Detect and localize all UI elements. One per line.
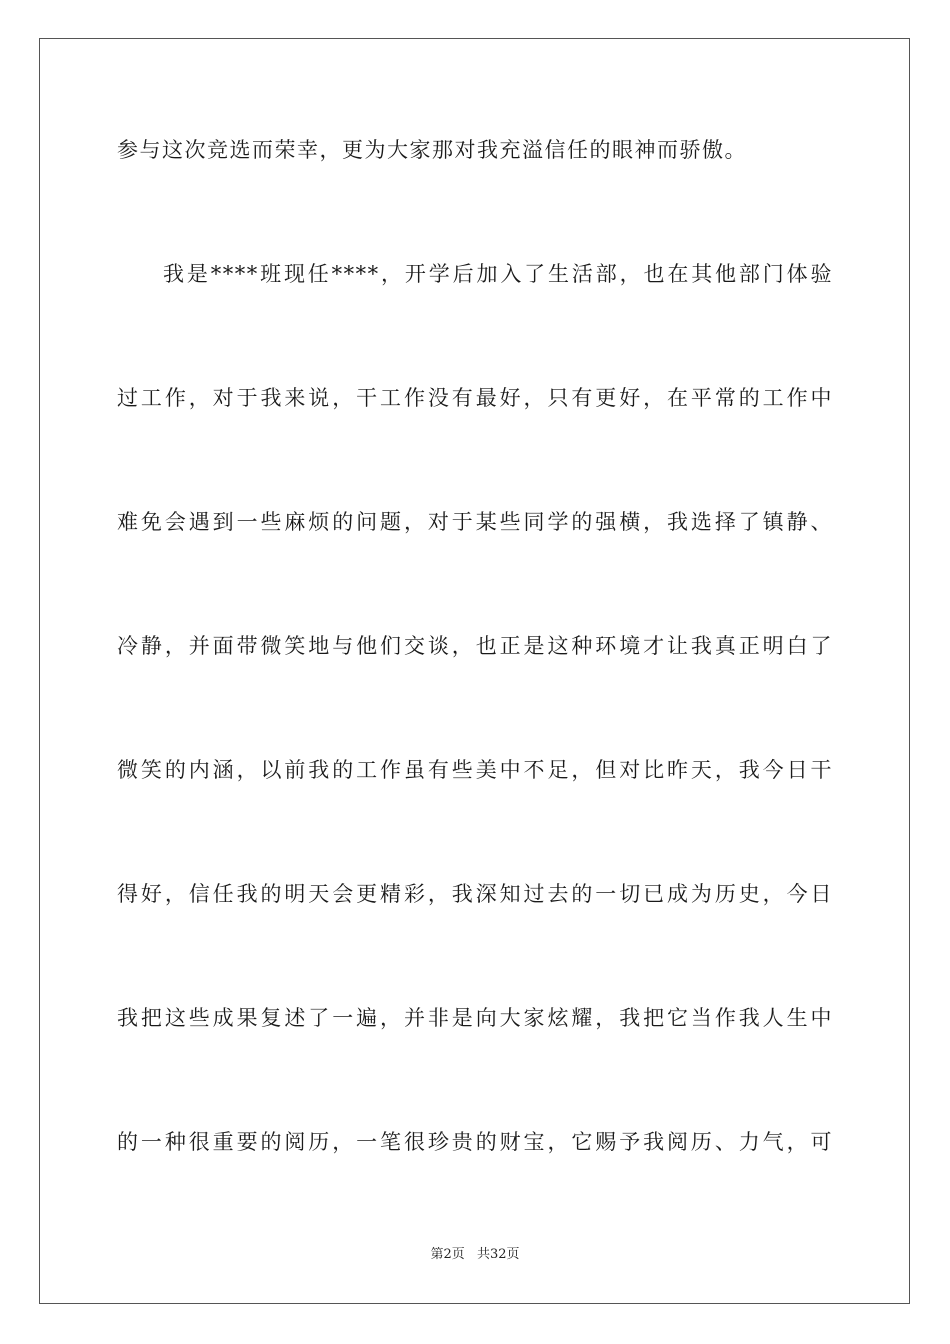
body-line-9: 的一种很重要的阅历，一笔很珍贵的财宝，它赐予我阅历、力气，可	[117, 1130, 833, 1154]
body-line-1: 参与这次竞选而荣幸，更为大家那对我充溢信任的眼神而骄傲。	[117, 138, 747, 162]
body-line-2: 我是****班现任****，开学后加入了生活部，也在其他部门体验	[163, 262, 833, 286]
page-total: 共32页	[476, 1247, 520, 1262]
page-number: 第2页	[430, 1247, 465, 1262]
body-line-3: 过工作，对于我来说，干工作没有最好，只有更好，在平常的工作中	[117, 386, 833, 410]
body-line-8: 我把这些成果复述了一遍，并非是向大家炫耀，我把它当作我人生中	[117, 1006, 833, 1030]
page-border	[39, 38, 910, 1304]
body-line-5: 冷静，并面带微笑地与他们交谈，也正是这种环境才让我真正明白了	[117, 634, 833, 658]
body-line-6: 微笑的内涵，以前我的工作虽有些美中不足，但对比昨天，我今日干	[117, 758, 833, 782]
page-footer	[0, 1246, 950, 1264]
body-line-4: 难免会遇到一些麻烦的问题，对于某些同学的强横，我选择了镇静、	[117, 510, 833, 534]
body-line-7: 得好，信任我的明天会更精彩，我深知过去的一切已成为历史，今日	[117, 882, 833, 906]
